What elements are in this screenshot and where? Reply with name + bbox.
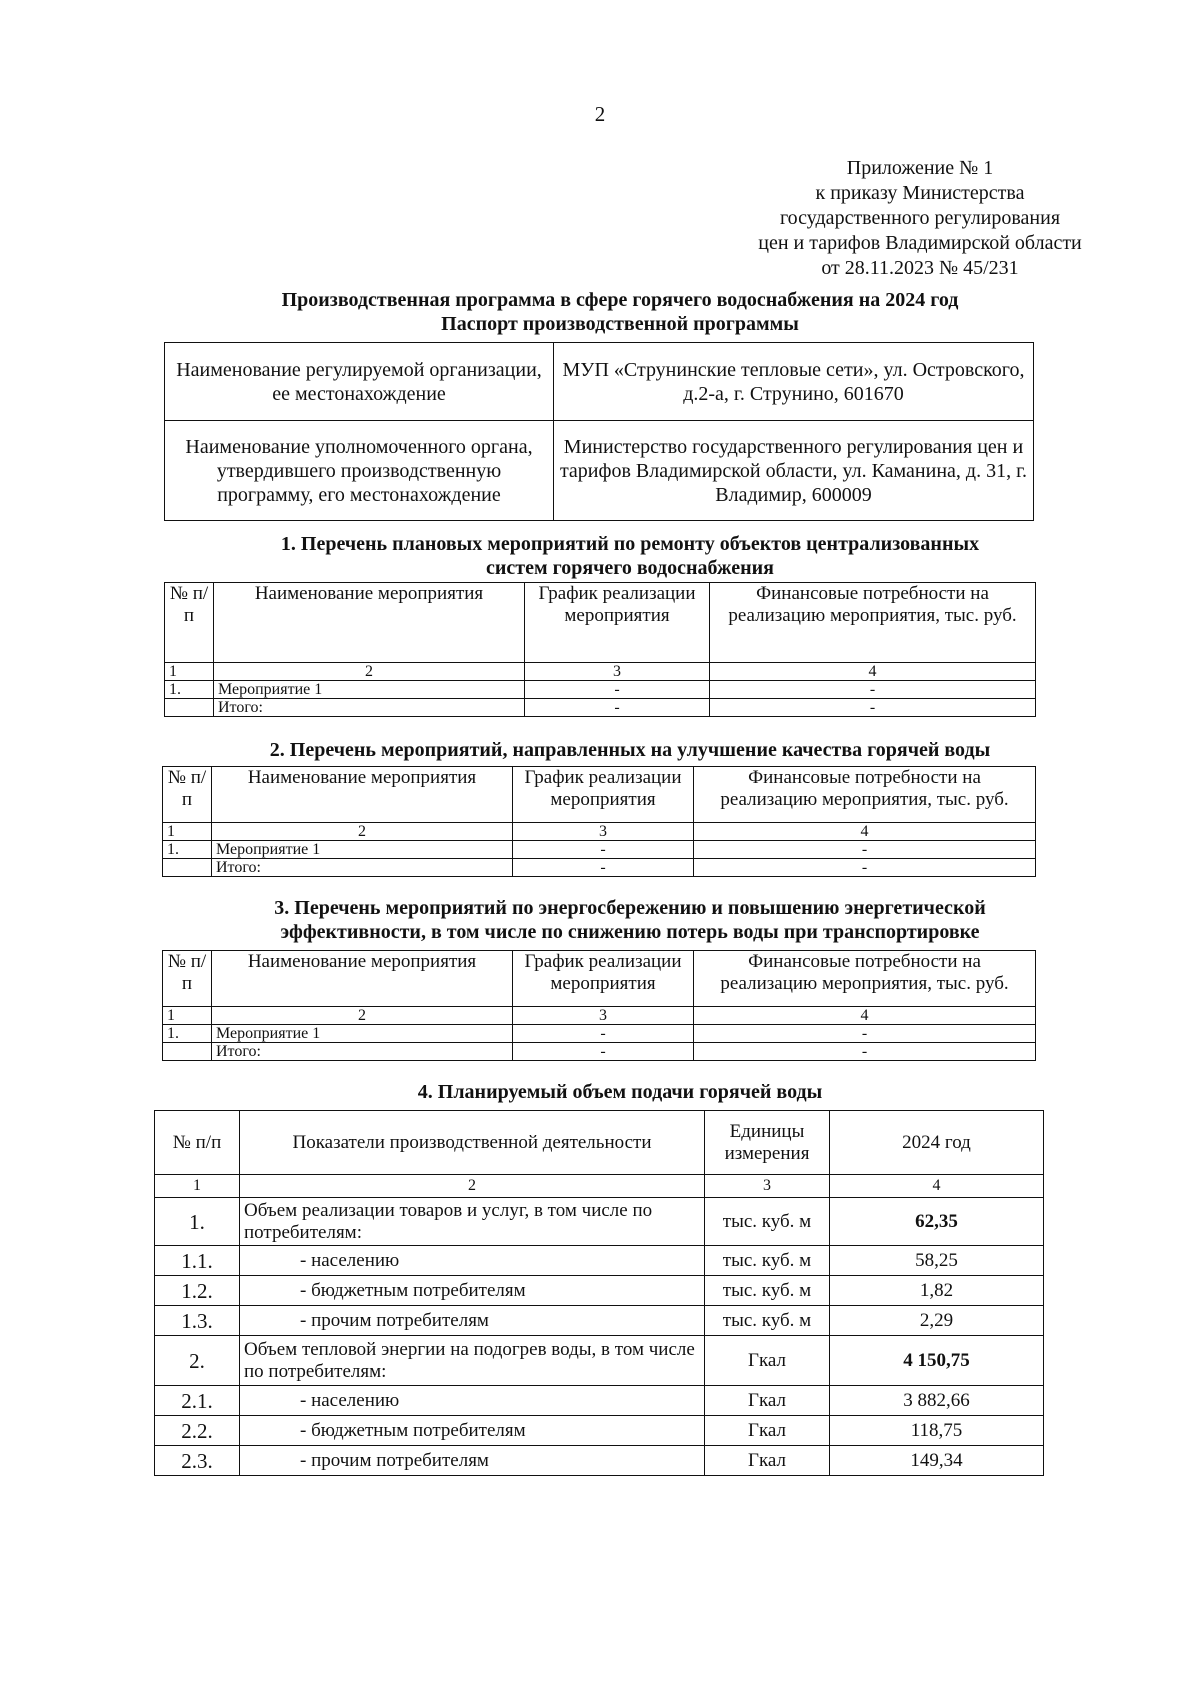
row-number: 1. — [163, 1025, 212, 1043]
column-number: 4 — [694, 1007, 1036, 1025]
row-unit: Гкал — [705, 1386, 830, 1416]
header-cell: № п/п — [155, 1111, 240, 1175]
table-row — [165, 343, 1034, 421]
header-cell: График реализации мероприятия — [513, 951, 694, 1007]
row-schedule: - — [525, 681, 710, 699]
header-cell: График реализации мероприятия — [513, 767, 694, 823]
column-number: 3 — [513, 1007, 694, 1025]
row-unit: тыс. куб. м — [705, 1246, 830, 1276]
row-name: Мероприятие 1 — [212, 841, 513, 859]
row-value: 118,75 — [830, 1416, 1044, 1446]
header-cell: Финансовые потребности на реализацию мероприятия, тыс. руб. — [694, 951, 1036, 1007]
table-header-row — [165, 583, 1036, 663]
row-value: 2,29 — [830, 1306, 1044, 1336]
row-number: 2.2. — [155, 1416, 240, 1446]
row-unit: Гкал — [705, 1336, 830, 1386]
row-unit: тыс. куб. м — [705, 1306, 830, 1336]
column-number: 2 — [212, 1007, 513, 1025]
table-row — [163, 859, 1036, 877]
appendix-block — [700, 156, 1140, 281]
header-cell: № п/п — [163, 767, 212, 823]
row-number — [163, 1043, 212, 1061]
table-row — [155, 1198, 1044, 1246]
header-cell: Единицы измерения — [705, 1111, 830, 1175]
row-name: - бюджетным потребителям — [240, 1416, 705, 1446]
header-cell: Финансовые потребности на реализацию мероприятия, тыс. руб. — [694, 767, 1036, 823]
row-name: - прочим потребителям — [240, 1306, 705, 1336]
table-row — [165, 699, 1036, 717]
column-number: 4 — [830, 1175, 1044, 1198]
table-row — [155, 1416, 1044, 1446]
column-number: 2 — [240, 1175, 705, 1198]
heading-line: 3. Перечень мероприятий по энергосбережению и повышению энергетической — [274, 897, 986, 919]
column-number-row — [163, 1007, 1036, 1025]
column-number: 1 — [163, 823, 212, 841]
row-schedule: - — [513, 859, 694, 877]
row-number: 2. — [155, 1336, 240, 1386]
header-cell: № п/п — [165, 583, 214, 663]
document-title — [150, 288, 1090, 336]
section3-table — [162, 950, 1036, 1061]
row-name: Итого: — [212, 859, 513, 877]
row-finance: - — [694, 859, 1036, 877]
table-row — [165, 681, 1036, 699]
row-number: 1. — [165, 681, 214, 699]
header-cell: Финансовые потребности на реализацию мероприятия, тыс. руб. — [710, 583, 1036, 663]
row-number: 2.1. — [155, 1386, 240, 1416]
column-number: 3 — [525, 663, 710, 681]
row-value: 1,82 — [830, 1276, 1044, 1306]
row-name: - бюджетным потребителям — [240, 1276, 705, 1306]
row-number: 1. — [163, 841, 212, 859]
column-number: 2 — [214, 663, 525, 681]
row-name: - населению — [240, 1386, 705, 1416]
column-number: 4 — [694, 823, 1036, 841]
section1-table — [164, 582, 1036, 717]
header-cell: Наименование мероприятия — [212, 767, 513, 823]
row-schedule: - — [525, 699, 710, 717]
section2-heading: 2. Перечень мероприятий, направленных на улучшение качества горячей воды — [269, 739, 991, 761]
row-number: 1. — [155, 1198, 240, 1246]
column-number-row — [165, 663, 1036, 681]
row-number — [165, 699, 214, 717]
row-schedule: - — [513, 1043, 694, 1061]
section3-heading — [150, 896, 1110, 944]
column-number-row — [155, 1175, 1044, 1198]
table-row — [155, 1306, 1044, 1336]
table-row — [155, 1276, 1044, 1306]
row-name: - населению — [240, 1246, 705, 1276]
row-name: Объем тепловой энергии на подогрев воды, в том числе по потребителям: — [240, 1336, 705, 1386]
row-number: 1.2. — [155, 1276, 240, 1306]
column-number-row — [163, 823, 1036, 841]
row-value: 62,35 — [830, 1198, 1044, 1246]
row-value: 58,25 — [830, 1246, 1044, 1276]
row-finance: - — [710, 681, 1036, 699]
appendix-line: Приложение № 1 — [846, 157, 994, 179]
section1-heading — [150, 532, 1110, 580]
row-finance: - — [694, 1025, 1036, 1043]
table-row — [155, 1386, 1044, 1416]
appendix-line: от 28.11.2023 № 45/231 — [821, 257, 1019, 279]
header-cell: 2024 год — [830, 1111, 1044, 1175]
title-line: Паспорт производственной программы — [441, 313, 799, 335]
table-row — [163, 841, 1036, 859]
header-cell: Наименование мероприятия — [212, 951, 513, 1007]
row-value: 149,34 — [830, 1446, 1044, 1476]
table-row — [163, 1025, 1036, 1043]
appendix-line: цен и тарифов Владимирской области — [758, 232, 1082, 254]
column-number: 3 — [513, 823, 694, 841]
title-line: Производственная программа в сфере горячего водоснабжения на 2024 год — [281, 289, 959, 311]
section4-table — [154, 1110, 1044, 1476]
section2-table — [162, 766, 1036, 877]
header-cell: График реализации мероприятия — [525, 583, 710, 663]
row-name: Мероприятие 1 — [212, 1025, 513, 1043]
table-row — [165, 421, 1034, 521]
table-header-row — [155, 1111, 1044, 1175]
row-finance: - — [694, 841, 1036, 859]
row-finance: - — [694, 1043, 1036, 1061]
row-name: Мероприятие 1 — [214, 681, 525, 699]
appendix-line: к приказу Министерства — [815, 182, 1025, 204]
row-name: Итого: — [212, 1043, 513, 1061]
passport-table — [164, 342, 1034, 521]
column-number: 2 — [212, 823, 513, 841]
row-number: 2.3. — [155, 1446, 240, 1476]
row-finance: - — [710, 699, 1036, 717]
row-unit: Гкал — [705, 1446, 830, 1476]
row-value: 4 150,75 — [830, 1336, 1044, 1386]
row-schedule: - — [513, 841, 694, 859]
passport-label: Наименование уполномоченного органа, утвердившего производственную программу, его местонахождение — [165, 421, 554, 521]
row-unit: тыс. куб. м — [705, 1276, 830, 1306]
header-cell: Показатели производственной деятельности — [240, 1111, 705, 1175]
passport-label: Наименование регулируемой организации, ее местонахождение — [165, 343, 554, 421]
passport-value: Министерство государственного регулирования цен и тарифов Владимирской области, ул. Каманина, д. 31, г. Владимир, 600009 — [554, 421, 1034, 521]
column-number: 3 — [705, 1175, 830, 1198]
passport-value: МУП «Струнинские тепловые сети», ул. Островского, д.2-а, г. Струнино, 601670 — [554, 343, 1034, 421]
header-cell: № п/п — [163, 951, 212, 1007]
heading-line: систем горячего водоснабжения — [486, 557, 774, 579]
table-row — [155, 1246, 1044, 1276]
appendix-line: государственного регулирования — [779, 207, 1061, 229]
row-number — [163, 859, 212, 877]
column-number: 1 — [155, 1175, 240, 1198]
row-name: Итого: — [214, 699, 525, 717]
column-number: 4 — [710, 663, 1036, 681]
table-header-row — [163, 951, 1036, 1007]
column-number: 1 — [163, 1007, 212, 1025]
row-schedule: - — [513, 1025, 694, 1043]
row-value: 3 882,66 — [830, 1386, 1044, 1416]
row-number: 1.3. — [155, 1306, 240, 1336]
column-number: 1 — [165, 663, 214, 681]
row-number: 1.1. — [155, 1246, 240, 1276]
heading-line: 1. Перечень плановых мероприятий по ремонту объектов централизованных — [280, 533, 980, 555]
heading-line: эффективности, в том числе по снижению потерь воды при транспортировке — [280, 921, 980, 943]
row-unit: Гкал — [705, 1416, 830, 1446]
page-number: 2 — [594, 102, 606, 126]
header-cell: Наименование мероприятия — [214, 583, 525, 663]
row-unit: тыс. куб. м — [705, 1198, 830, 1246]
table-row — [163, 1043, 1036, 1061]
table-row — [155, 1446, 1044, 1476]
table-header-row — [163, 767, 1036, 823]
section4-heading: 4. Планируемый объем подачи горячей воды — [417, 1081, 823, 1103]
table-row — [155, 1336, 1044, 1386]
row-name: - прочим потребителям — [240, 1446, 705, 1476]
row-name: Объем реализации товаров и услуг, в том числе по потребителям: — [240, 1198, 705, 1246]
